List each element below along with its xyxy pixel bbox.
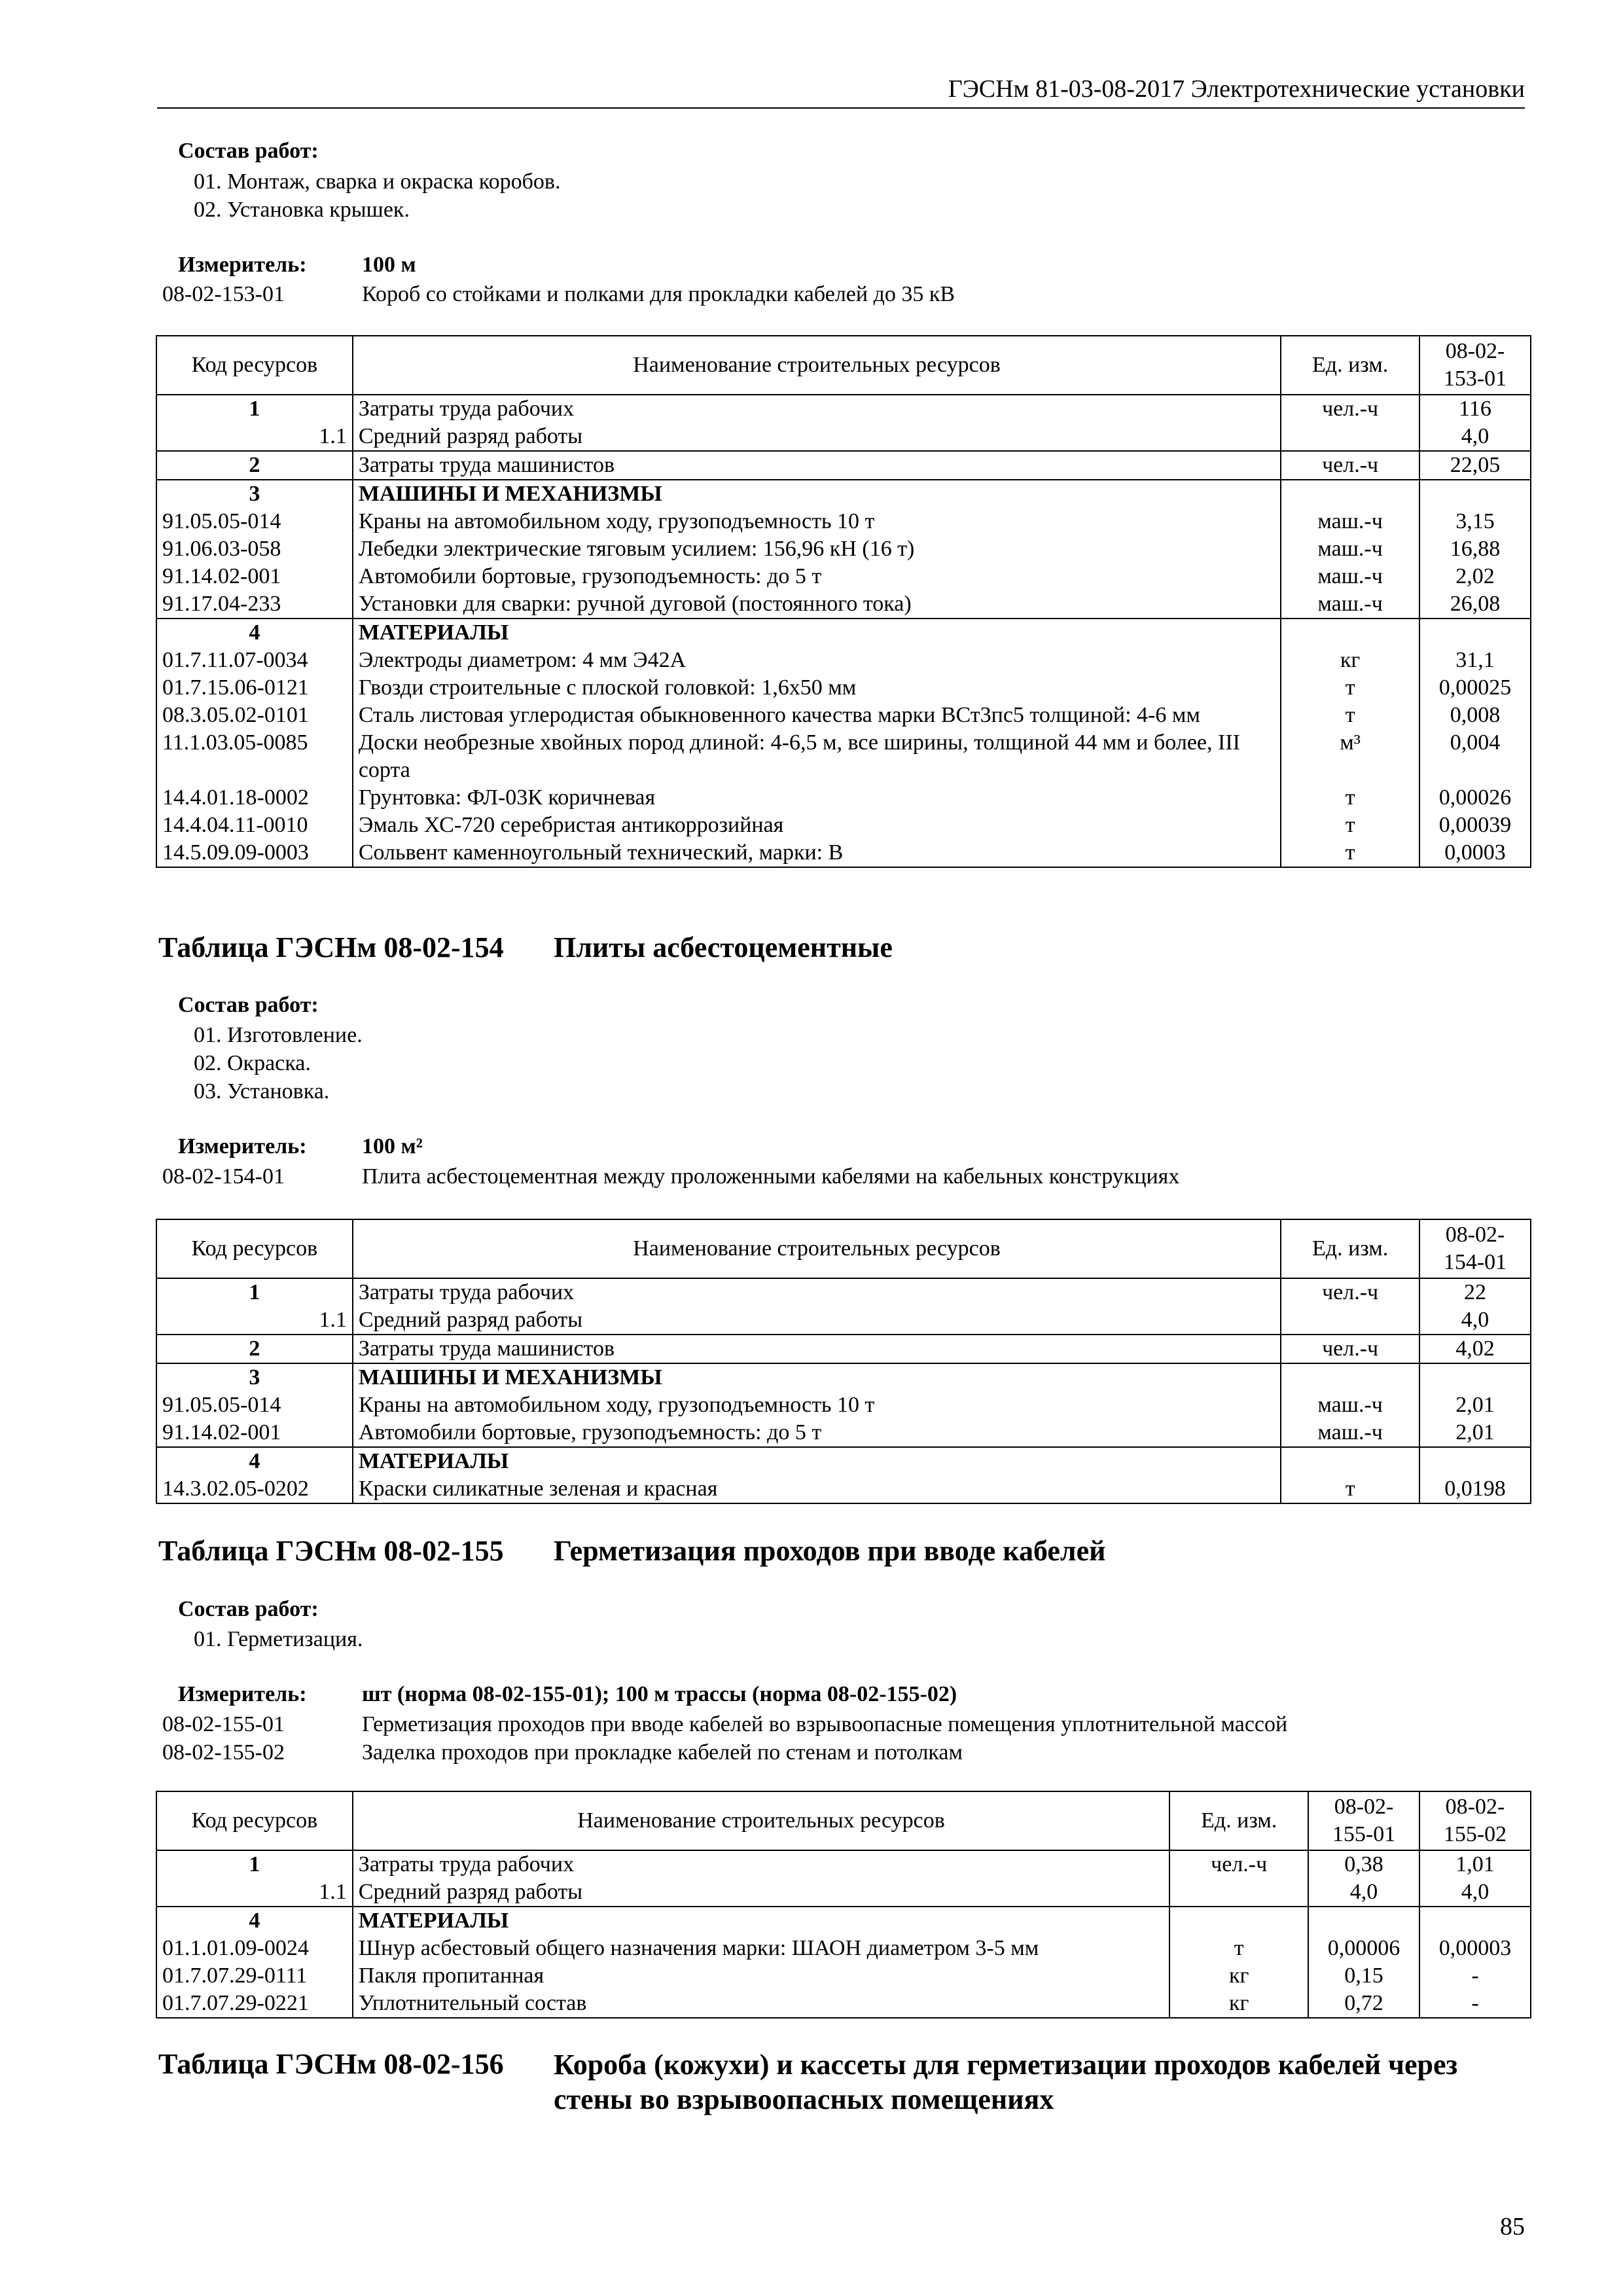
works-label: Состав работ: bbox=[178, 139, 319, 163]
col-header-name: Наименование строительных ресурсов bbox=[353, 1219, 1281, 1278]
work-item: 02. Установка крышек. bbox=[194, 198, 410, 222]
table-row: 01.1.01.09-0024 Шнур асбестовый общего назначения марки: ШАОН диаметром 3-5 мм т 0,00006 0,00003 bbox=[156, 1935, 1531, 1962]
table-row: 08.3.05.02-0101 Сталь листовая углеродистая обыкновенного качества марки ВСт3пс5 толщиной: 4-6 мм т 0,008 bbox=[156, 702, 1531, 729]
table-row: 3 МАШИНЫ И МЕХАНИЗМЫ bbox=[156, 480, 1531, 508]
col-header-code: Код ресурсов bbox=[156, 1791, 353, 1850]
col-header-name: Наименование строительных ресурсов bbox=[353, 1791, 1170, 1850]
norm-code: 08-02-155-01 bbox=[162, 1712, 285, 1736]
table-header-row bbox=[156, 1791, 1531, 1850]
norm-code: 08-02-153-01 bbox=[162, 282, 285, 306]
measure-value: 100 м bbox=[362, 253, 416, 277]
table-row: 14.3.02.05-0202 Краски силикатные зеленая и красная т 0,0198 bbox=[156, 1475, 1531, 1503]
norm-description: Заделка проходов при прокладке кабелей по стенам и потолкам bbox=[362, 1740, 963, 1765]
col-header-unit: Ед. изм. bbox=[1169, 1791, 1308, 1850]
running-header: ГЭСНм 81-03-08-2017 Электротехнические установки bbox=[157, 73, 1525, 109]
table-row: 01.7.07.29-0111 Пакля пропитанная кг 0,15 - bbox=[156, 1962, 1531, 1990]
table-title-name: Герметизация проходов при вводе кабелей bbox=[554, 1535, 1106, 1567]
table-title-code: Таблица ГЭСНм 08-02-154 bbox=[158, 931, 504, 963]
table-row: 14.4.04.11-0010 Эмаль ХС-720 серебристая антикоррозийная т 0,00039 bbox=[156, 812, 1531, 839]
norm-code: 08-02-155-02 bbox=[162, 1740, 285, 1765]
table-row: 1.1 Средний разряд работы 4,0 bbox=[156, 423, 1531, 451]
table-row: 2 Затраты труда машинистов чел.-ч 22,05 bbox=[156, 451, 1531, 480]
table-row: 1.1 Средний разряд работы 4,0 4,0 bbox=[156, 1878, 1531, 1907]
page-number: 85 bbox=[1500, 2213, 1525, 2240]
work-item: 02. Окраска. bbox=[194, 1051, 311, 1075]
table-row: 91.05.05-014 Краны на автомобильном ходу, грузоподъемность 10 т маш.-ч 2,01 bbox=[156, 1391, 1531, 1419]
col-header-unit: Ед. изм. bbox=[1281, 1219, 1419, 1278]
work-item: 01. Изготовление. bbox=[194, 1023, 363, 1047]
resources-table-154 bbox=[156, 1219, 1531, 1504]
table-row: 91.05.05-014 Краны на автомобильном ходу, грузоподъемность 10 т маш.-ч 3,15 bbox=[156, 508, 1531, 535]
col-header-code: Код ресурсов bbox=[156, 336, 353, 395]
table-row: 91.06.03-058 Лебедки электрические тяговым усилием: 156,96 кН (16 т) маш.-ч 16,88 bbox=[156, 535, 1531, 563]
table-header-row bbox=[156, 336, 1531, 395]
resources-table-153 bbox=[156, 335, 1531, 868]
norm-description: Плита асбестоцементная между проложенными кабелями на кабельных конструкциях bbox=[362, 1164, 1180, 1189]
table-row: 1 Затраты труда рабочих чел.-ч 116 bbox=[156, 395, 1531, 423]
work-item: 03. Установка. bbox=[194, 1079, 330, 1103]
col-header-unit: Ед. изм. bbox=[1281, 336, 1419, 395]
table-row: 1 Затраты труда рабочих чел.-ч 22 bbox=[156, 1278, 1531, 1306]
table-header-row bbox=[156, 1219, 1531, 1278]
works-label: Состав работ: bbox=[178, 1597, 319, 1621]
table-title-code: Таблица ГЭСНм 08-02-156 bbox=[158, 2048, 504, 2080]
works-label: Состав работ: bbox=[178, 993, 319, 1017]
table-row: 14.5.09.09-0003 Сольвент каменноугольный технический, марки: В т 0,0003 bbox=[156, 839, 1531, 867]
table-title-code: Таблица ГЭСНм 08-02-155 bbox=[158, 1535, 504, 1567]
table-row: 14.4.01.18-0002 Грунтовка: ФЛ-03К коричневая т 0,00026 bbox=[156, 784, 1531, 812]
table-row: 2 Затраты труда машинистов чел.-ч 4,02 bbox=[156, 1335, 1531, 1363]
col-header-norm: 08-02- 153-01 bbox=[1419, 336, 1531, 395]
col-header-code: Код ресурсов bbox=[156, 1219, 353, 1278]
measure-value: шт (норма 08-02-155-01); 100 м трассы (норма 08-02-155-02) bbox=[362, 1682, 957, 1706]
table-row: 91.17.04-233 Установки для сварки: ручной дуговой (постоянного тока) маш.-ч 26,08 bbox=[156, 590, 1531, 619]
table-row: 4 МАТЕРИАЛЫ bbox=[156, 619, 1531, 647]
norm-code: 08-02-154-01 bbox=[162, 1164, 285, 1189]
table-row: 4 МАТЕРИАЛЫ bbox=[156, 1907, 1531, 1935]
table-row: 1.1 Средний разряд работы 4,0 bbox=[156, 1306, 1531, 1335]
norm-description: Герметизация проходов при вводе кабелей во взрывоопасные помещения уплотнительной массой bbox=[362, 1712, 1288, 1736]
table-title-name: Плиты асбестоцементные bbox=[554, 931, 893, 963]
measure-label: Измеритель: bbox=[178, 253, 307, 277]
resources-table-155 bbox=[156, 1791, 1531, 2018]
table-row: 4 МАТЕРИАЛЫ bbox=[156, 1447, 1531, 1475]
col-header-norm: 08-02- 154-01 bbox=[1419, 1219, 1531, 1278]
norm-description: Короб со стойками и полками для прокладки кабелей до 35 кВ bbox=[362, 282, 955, 306]
table-row: 01.7.11.07-0034 Электроды диаметром: 4 мм Э42А кг 31,1 bbox=[156, 647, 1531, 674]
measure-value: 100 м² bbox=[362, 1134, 423, 1158]
work-item: 01. Монтаж, сварка и окраска коробов. bbox=[194, 170, 561, 194]
table-row: 1 Затраты труда рабочих чел.-ч 0,38 1,01 bbox=[156, 1850, 1531, 1878]
table-row: 91.14.02-001 Автомобили бортовые, грузоподъемность: до 5 т маш.-ч 2,01 bbox=[156, 1419, 1531, 1447]
table-row: 3 МАШИНЫ И МЕХАНИЗМЫ bbox=[156, 1363, 1531, 1391]
col-header-norm-2: 08-02- 155-02 bbox=[1419, 1791, 1531, 1850]
work-item: 01. Герметизация. bbox=[194, 1627, 363, 1651]
table-row: 11.1.03.05-0085 Доски необрезные хвойных пород длиной: 4-6,5 м, все ширины, толщиной 44 мм и более, III сорта м³ 0,004 bbox=[156, 729, 1531, 784]
measure-label: Измеритель: bbox=[178, 1134, 307, 1158]
measure-label: Измеритель: bbox=[178, 1682, 307, 1706]
table-title-name: Короба (кожухи) и кассеты для герметизации проходов кабелей через стены во взрывоопасных помещениях bbox=[554, 2049, 1458, 2115]
table-row: 91.14.02-001 Автомобили бортовые, грузоподъемность: до 5 т маш.-ч 2,02 bbox=[156, 563, 1531, 590]
col-header-norm-1: 08-02- 155-01 bbox=[1308, 1791, 1419, 1850]
col-header-name: Наименование строительных ресурсов bbox=[353, 336, 1281, 395]
table-row: 01.7.07.29-0221 Уплотнительный состав кг 0,72 - bbox=[156, 1990, 1531, 2018]
table-row: 01.7.15.06-0121 Гвозди строительные с плоской головкой: 1,6х50 мм т 0,00025 bbox=[156, 674, 1531, 702]
